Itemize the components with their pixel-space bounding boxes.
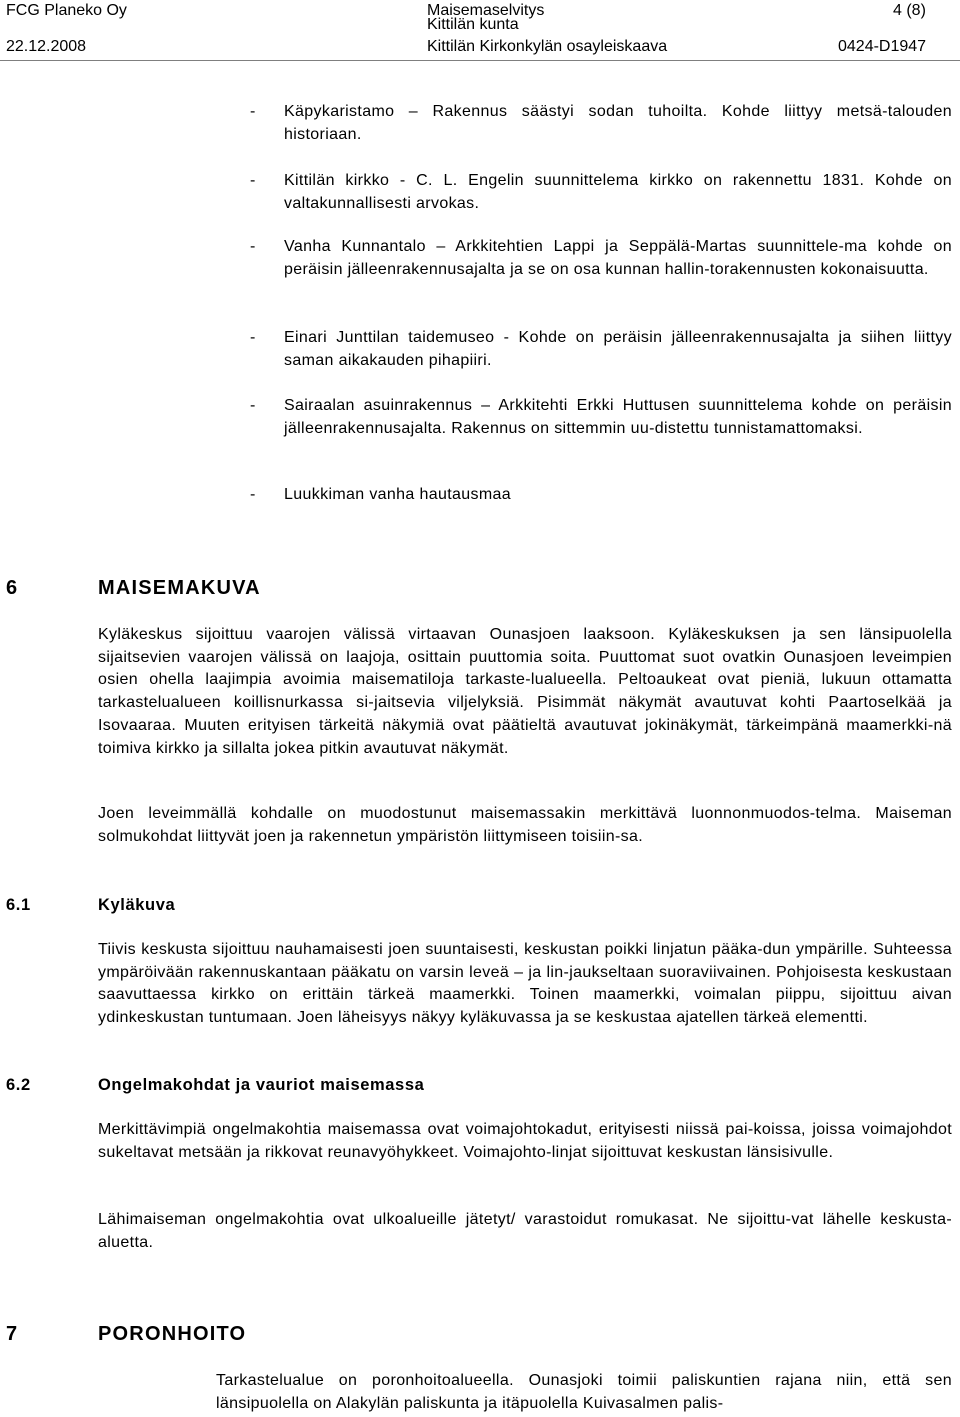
header-plan-name: Kittilän Kirkonkylän osayleiskaava xyxy=(427,38,668,55)
bullet-dash: - xyxy=(250,103,256,120)
section-number: 6.2 xyxy=(6,1076,31,1094)
header-rule xyxy=(0,60,960,61)
paragraph: Tiivis keskusta sijoittuu nauhamaisesti joen suuntaisesti, keskustan poikki linjatun pääka-dun ympärille. Suhteessa ympäröivään rakennuskantaan pääkatu on varsin leveä – ja lin-jaukseltaan suoraviivainen. Pohjoisesta keskustaan saavuttaessa kirkko on erittäin tärkeä maamerkki. Toinen maamerkki, voimalan piippu, sijoittuu aivan ydinkeskustan tuntumaan. Joen läheisyys näkyy kyläkuvassa ja se keskustaa ajatellen tärkeä elementti. xyxy=(98,941,952,1027)
list-item: Sairaalan asuinrakennus – Arkkitehti Erkki Huttusen suunnittelema kohde on peräisin jälleenrakennusajalta. Rakennus on sittemmin uu-distettu tunnistamattomaksi. xyxy=(284,397,952,437)
header-row-2 xyxy=(0,36,960,58)
bullet-dash: - xyxy=(250,486,256,503)
list-item: Luukkiman vanha hautausmaa xyxy=(284,486,512,503)
paragraph: Lähimaiseman ongelmakohtia ovat ulkoalueille jätetyt/ varastoidut romukasat. Ne sijoittu-vat lähelle keskusta-aluetta. xyxy=(98,1211,952,1251)
header-page: 4 (8) xyxy=(893,2,926,19)
bullet-dash: - xyxy=(250,397,256,414)
section-number: 6 xyxy=(6,577,19,599)
header-doc-title: Maisemaselvitys xyxy=(427,2,545,19)
header-municipality: Kittilän kunta xyxy=(427,16,519,33)
section-title: PORONHOITO xyxy=(98,1323,247,1345)
section-title: Kyläkuva xyxy=(98,896,176,914)
header-company: FCG Planeko Oy xyxy=(6,2,127,19)
bullet-dash: - xyxy=(250,172,256,189)
bullet-dash: - xyxy=(250,238,256,255)
section-title: Ongelmakohdat ja vauriot maisemassa xyxy=(98,1076,425,1094)
list-item: Kittilän kirkko - C. L. Engelin suunnittelema kirkko on rakennettu 1831. Kohde on valtakunnallisesti arvokas. xyxy=(284,172,952,212)
paragraph: Tarkastelualue on poronhoitoalueella. Ounasjoki toimii paliskuntien rajana niin, että sen länsipuolella on Alakylän paliskunta ja itäpuolella Kuivasalmen palis- xyxy=(216,1372,952,1412)
paragraph: Joen leveimmällä kohdalle on muodostunut maisemassakin merkittävä luonnonmuodos-telma. Maiseman solmukohdat liittyvät joen ja rakennetun ympäristön liittymiseen toisiin-sa. xyxy=(98,805,952,845)
paragraph: Merkittävimpiä ongelmakohtia maisemassa ovat voimajohtokadut, erityisesti niissä pai-koissa, joissa voimajohdot sukeltavat metsään ja rikkovat reunavyöhykkeet. Voimajohto-linjat sijoittuvat keskustan länsisivulle. xyxy=(98,1121,952,1161)
header-doc-code: 0424-D1947 xyxy=(838,38,927,55)
bullet-dash: - xyxy=(250,329,256,346)
list-item: Einari Junttilan taidemuseo - Kohde on peräisin jälleenrakennusajalta ja siihen liittyy saman aikakauden pihapiiri. xyxy=(284,329,952,369)
section-title: MAISEMAKUVA xyxy=(98,577,261,599)
list-item: Vanha Kunnantalo – Arkkitehtien Lappi ja Seppälä-Martas suunnittele-ma kohde on peräisin jälleenrakennusajalta ja se on osa kunnan hallin-torakennusten kokonaisuutta. xyxy=(284,238,952,278)
section-number: 7 xyxy=(6,1323,19,1345)
section-number: 6.1 xyxy=(6,896,31,914)
header-date: 22.12.2008 xyxy=(6,38,87,55)
header-row-municipality xyxy=(0,14,960,36)
list-item: Käpykaristamo – Rakennus säästyi sodan tuhoilta. Kohde liittyy metsä-talouden historiaan. xyxy=(284,103,952,143)
paragraph: Kyläkeskus sijoittuu vaarojen välissä virtaavan Ounasjoen laaksoon. Kyläkeskuksen ja sen länsipuolella sijaitsevien vaarojen välissä on laajoja, osittain puuttomia soita. Puuttomat suot ovatkin Ounasjoen leveimpien osien ohella laajimpia avoimia maisematiloja tarkaste-lualueella. Peltoaukeat ovat pieniä, lukuun ottamatta tarkastelualueen koillisnurkassa si-jaitsevia viljelyksiä. Pisimmät näkymät avautuvat kohti Paartoselkää ja Isovaaraa. Muuten erityisen tärkeitä näkymiä ovat päätieltä avautuvat jokinäkymät, tärkeimpänä maamerkki-nä toimiva kirkko ja sillalta jokea pitkin avautuvat näkymät. xyxy=(98,626,952,757)
